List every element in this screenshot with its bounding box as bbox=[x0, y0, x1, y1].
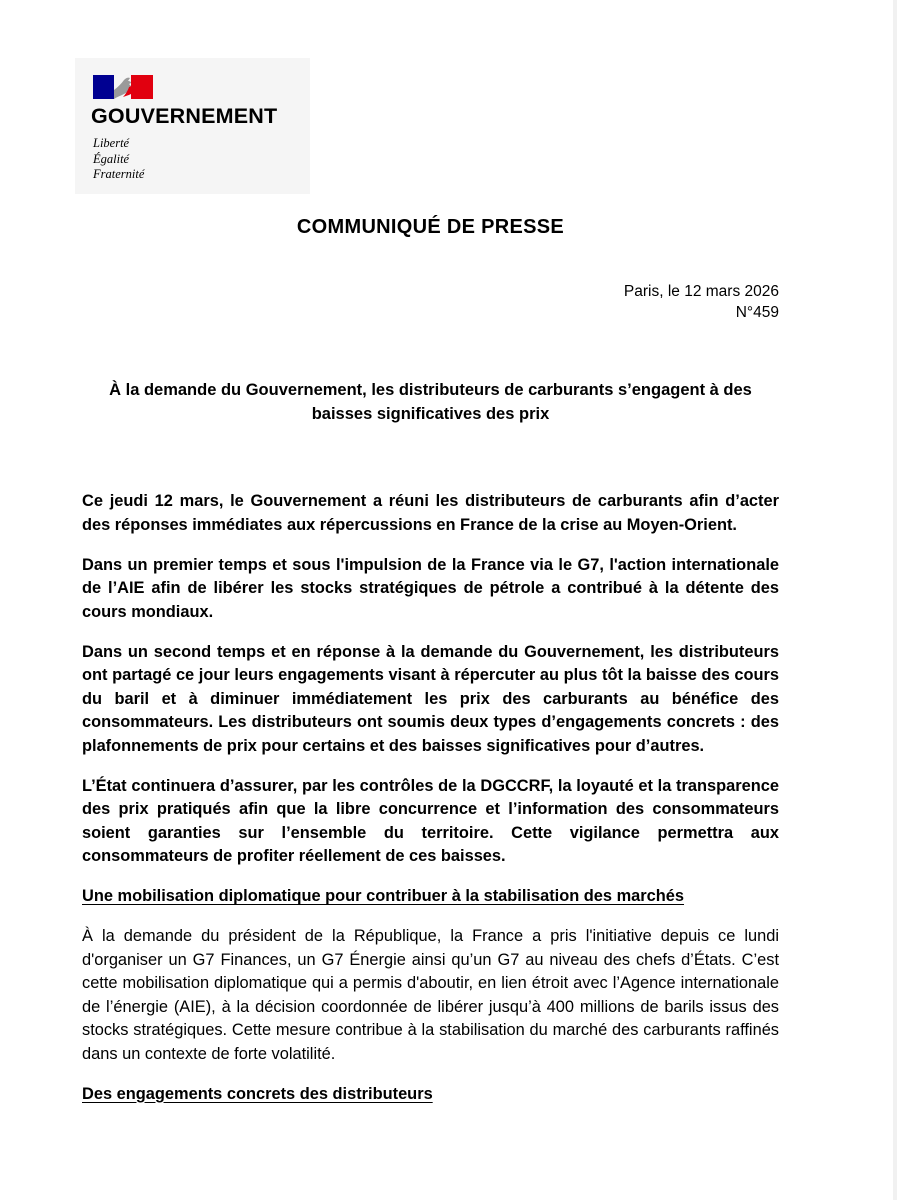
headline: À la demande du Gouvernement, les distributeurs de carburants s’engagent à des baisses significatives des prix bbox=[109, 381, 752, 423]
paragraph-intro: Ce jeudi 12 mars, le Gouvernement a réuni les distributeurs de carburants afin d’acter des réponses immédiates aux répercussions en France de la crise au Moyen-Orient. bbox=[82, 492, 779, 534]
paragraph-first-step: Dans un premier temps et sous l'impulsion de la France via le G7, l'action internationale de l’AIE afin de libérer les stocks stratégiques de pétrole a contribué à la détente des cours mondiaux. bbox=[82, 555, 779, 621]
motto-fraternite: Fraternité bbox=[93, 167, 145, 181]
motto bbox=[93, 136, 144, 183]
motto-egalite: Égalité bbox=[93, 151, 130, 166]
paragraph-second-step: Dans un second temps et en réponse à la demande du Gouvernement, les distributeurs ont partagé ce jour leurs engagements visant à répercuter au plus tôt la baisse des cours du baril et à diminuer immédiatement les prix des carburants au bénéfice des consommateurs. Les distributeurs ont soumis deux types d’engagements concrets : des plafonnements de prix pour certains et des baisses significatives pour d’autres. bbox=[82, 642, 779, 755]
brand-name: GOUVERNEMENT bbox=[91, 104, 278, 128]
marianne-icon bbox=[93, 75, 153, 99]
section-heading-commitments: Des engagements concrets des distributeurs bbox=[82, 1084, 433, 1103]
motto-liberte: Liberté bbox=[93, 136, 130, 150]
press-number: N°459 bbox=[735, 304, 779, 321]
document-title: COMMUNIQUÉ DE PRESSE bbox=[296, 216, 565, 238]
page-edge bbox=[893, 0, 897, 1200]
place-date: Paris, le 12 mars 2026 bbox=[623, 283, 779, 300]
government-logo bbox=[75, 58, 310, 194]
paragraph-diplomatic: À la demande du président de la République, la France a pris l'initiative depuis ce lundi d'organiser un G7 Finances, un G7 Énergie ainsi qu’un G7 au niveau des chefs d’États. C’est cette mobilisation diplomatique qui a permis d'aboutir, en lien étroit avec l’Agence internationale de l’énergie (AIE), à la décision coordonnée de libérer jusqu’à 400 millions de barils issus des stocks stratégiques. Cette mesure contribue à la stabilisation du marché des carburants raffinés dans un contexte de forte volatilité. bbox=[82, 927, 779, 1063]
body-text bbox=[82, 490, 779, 1123]
section-heading-diplomatic: Une mobilisation diplomatique pour contribuer à la stabilisation des marchés bbox=[82, 887, 685, 905]
paragraph-state-control: L’État continuera d’assurer, par les contrôles de la DGCCRF, la loyauté et la transparence des prix pratiqués afin que la libre concurrence et l’information des consommateurs soient garanties sur l’ensemble du territoire. Cette vigilance permettra aux consommateurs de profiter réellement de ces baisses. bbox=[82, 776, 779, 865]
